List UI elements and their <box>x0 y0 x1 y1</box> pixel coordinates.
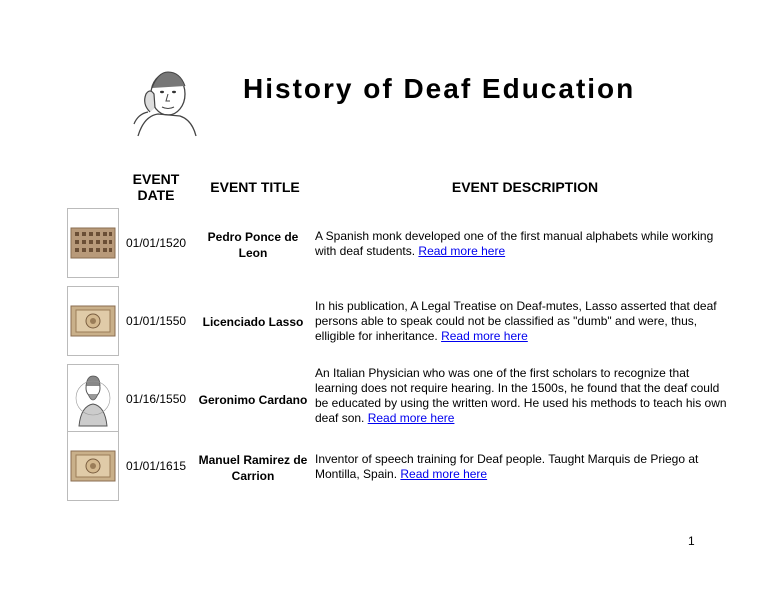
portrait-sketch-thumbnail <box>67 364 119 434</box>
event-date: 01/01/1520 <box>126 236 187 250</box>
header-event-date-line2: DATE <box>137 187 175 203</box>
event-description-text: Inventor of speech training for Deaf people. Taught Marquis de Priego at Montilla, Spain. <box>315 452 699 481</box>
event-title: Geronimo Cardano <box>198 393 308 407</box>
event-title: Manuel Ramirez de Carrion <box>198 453 308 483</box>
header-event-date-line1: EVENT <box>132 171 180 187</box>
ornate-document-thumbnail <box>67 286 119 356</box>
header-event-description: EVENT DESCRIPTION <box>451 179 599 195</box>
event-description <box>315 229 735 259</box>
event-description <box>315 452 735 482</box>
event-date: 01/01/1550 <box>126 314 187 328</box>
event-title: Pedro Ponce de Leon <box>207 230 299 260</box>
event-date: 01/01/1615 <box>126 459 187 473</box>
header-event-title: EVENT TITLE <box>210 179 300 195</box>
ornate-document-thumbnail <box>67 431 119 501</box>
event-description-text: A Spanish monk developed one of the first manual alphabets while working with deaf students. <box>315 229 714 258</box>
page-number: 1 <box>688 534 695 548</box>
event-description-text: An Italian Physician who was one of the first scholars to recognize that learning does not require hearing. In the 1500s, he found that the deaf could be educated by using the written word. He used his methods to teach his own deaf son. <box>315 366 727 425</box>
manual-alphabet-thumbnail <box>67 208 119 278</box>
event-description-text: In his publication, A Legal Treatise on Deaf-mutes, Lasso asserted that deaf persons able to speak could not be classified as "dumb" and were, thus, elligible for inheritance. <box>315 299 717 343</box>
read-more-link[interactable]: Read more here <box>400 467 488 481</box>
event-description <box>315 366 735 426</box>
event-date: 01/16/1550 <box>126 392 187 406</box>
signing-man-illustration <box>128 64 198 138</box>
page-title: History of Deaf Education <box>243 73 636 104</box>
read-more-link[interactable]: Read more here <box>367 411 455 425</box>
header-event-date <box>128 171 184 203</box>
read-more-link[interactable]: Read more here <box>441 329 528 343</box>
read-more-link[interactable]: Read more here <box>418 244 506 258</box>
event-description <box>315 299 735 344</box>
event-title: Licenciado Lasso <box>202 315 304 329</box>
